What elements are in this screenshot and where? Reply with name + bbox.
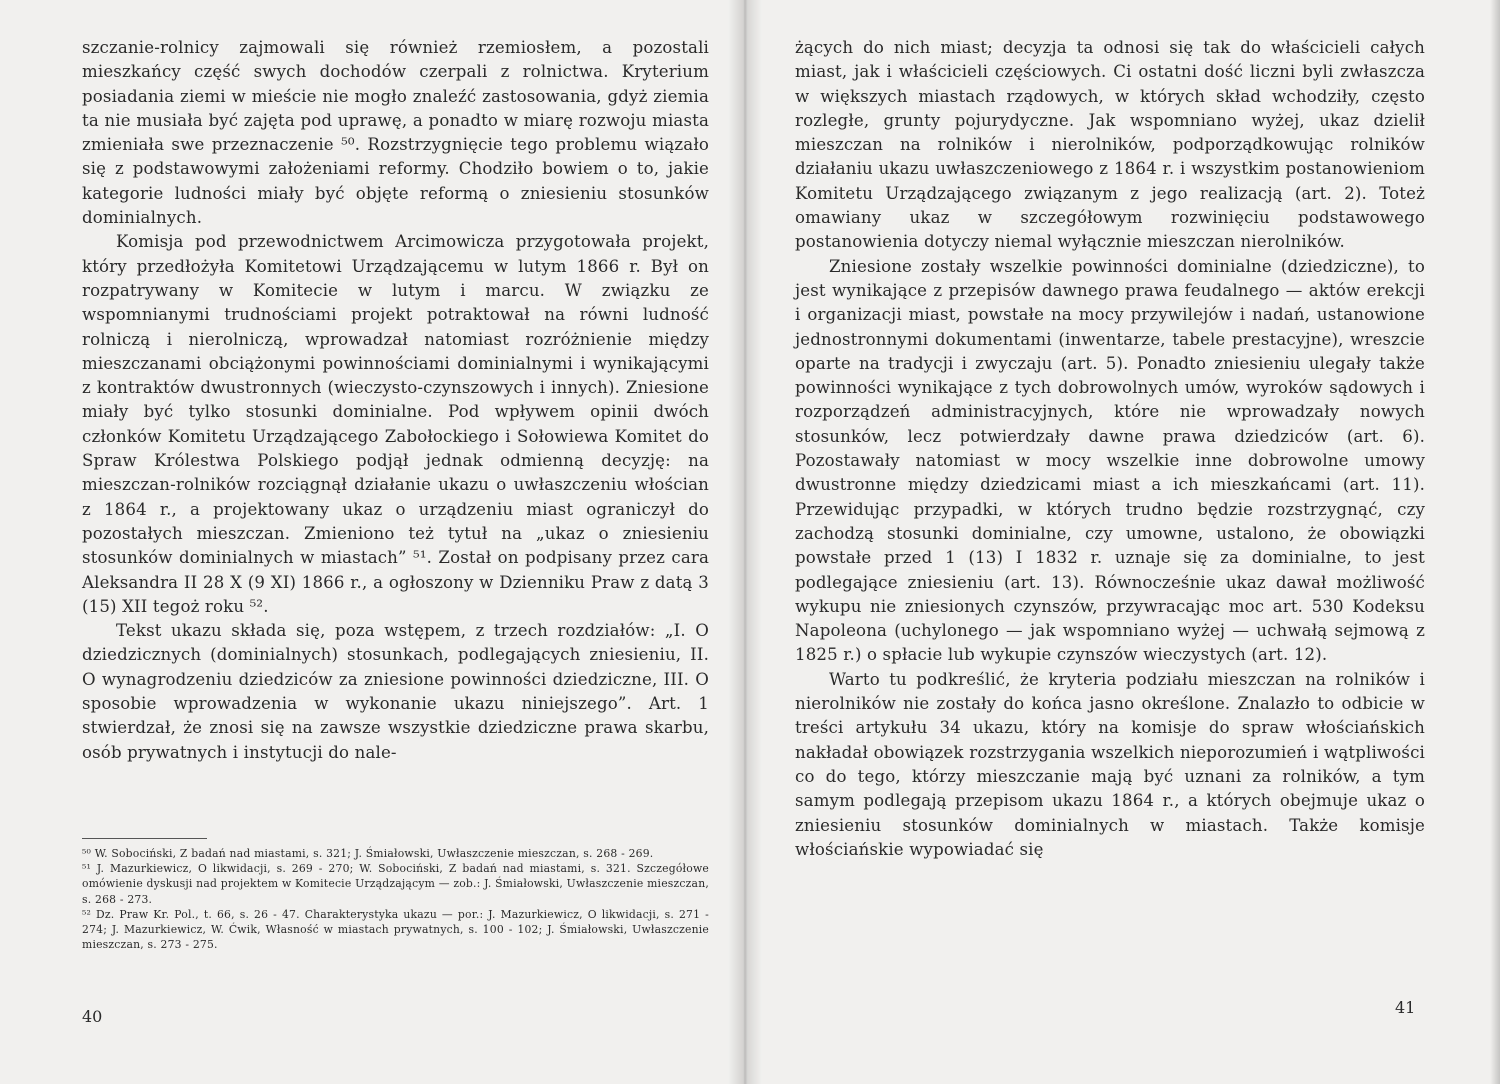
footnote-51: ⁵¹ J. Mazurkiewicz, O likwidacji, s. 269 - 270; W. Sobociński, Z badań nad miastami, s. 321. Szczegółowe omówienie dyskusji nad projektem w Komitecie Urządzającym — zob.: J. Śmiałowski, Uwłaszczenie mieszczan, s. 268 - 273. bbox=[82, 862, 709, 906]
footnote-separator bbox=[82, 838, 207, 839]
paragraph: Tekst ukazu składa się, poza wstępem, z trzech rozdziałów: „I. O dziedzicznych (dominialnych) stosunkach, podlegających zniesieniu, II. O wynagrodzeniu dziedziców za zniesione powinności dziedziczne, III. O sposobie wprowadzenia w wykonanie ukazu niniejszego”. Art. 1 stwierdzał, że znosi się na zawsze wszystkie dziedziczne prawa skarbu, osób prywatnych i instytucji do nale- bbox=[82, 621, 709, 762]
page-number: 40 bbox=[82, 1007, 103, 1026]
footnotes bbox=[82, 846, 709, 952]
paragraph: żących do nich miast; decyzja ta odnosi się tak do właścicieli całych miast, jak i właścicieli częściowych. Ci ostatni dość liczni byli zwłaszcza w większych miastach rządowych, w których skład wchodziły, często rozległe, grunty pojurydyczne. Jak wspomniano wyżej, ukaz dzielił mieszczan na rolników i nierolników, podporządkowując rolników działaniu ukazu uwłaszczeniowego z 1864 r. i wszystkim postanowieniom Komitetu Urządzającego związanym z jego realizacją (art. 2). Toteż omawiany ukaz w szczegółowym rozwinięciu podstawowego postanowienia dotyczy niemal wyłącznie mieszczan nierolników. bbox=[795, 38, 1425, 252]
footnote-50: ⁵⁰ W. Sobociński, Z badań nad miastami, s. 321; J. Śmiałowski, Uwłaszczenie mieszczan, s. 268 - 269. bbox=[82, 847, 654, 860]
book-gutter bbox=[728, 0, 762, 1084]
paragraph: szczanie-rolnicy zajmowali się również rzemiosłem, a pozostali mieszkańcy część swych dochodów czerpali z rolnictwa. Kryterium posiadania ziemi w mieście nie mogło znaleźć zastosowania, gdyż ziemia ta nie musiała być zajęta pod uprawę, a ponadto w miarę rozwoju miasta zmieniała swe przeznaczenie ⁵⁰. Rozstrzygnięcie tego problemu wiązało się z podstawowymi założeniami reformy. Chodziło bowiem o to, jakie kategorie ludności miały być objęte reformą o zniesieniu stosunków dominialnych. bbox=[82, 38, 709, 228]
right-page-body bbox=[795, 36, 1425, 862]
page-edge-shadow bbox=[1490, 0, 1500, 1084]
paragraph: Warto tu podkreślić, że kryteria podziału mieszczan na rolników i nierolników nie zostały do końca jasno określone. Znalazło to odbicie w treści artykułu 34 ukazu, który na komisje do spraw włościańskich nakładał obowiązek rozstrzygania wszelkich nieporozumień i wątpliwości co do tego, którzy mieszczanie mają być uznani za rolników, a tym samym podlegają przepisom ukazu 1864 r., a których obejmuje ukaz o zniesieniu stosunków dominialnych w miastach. Także komisje włościańskie wypowiadać się bbox=[795, 669, 1425, 859]
page-number: 41 bbox=[1395, 998, 1416, 1017]
right-page bbox=[745, 0, 1500, 1084]
left-page-body bbox=[82, 36, 709, 765]
paragraph: Komisja pod przewodnictwem Arcimowicza przygotowała projekt, który przedłożyła Komitetowi Urządzającemu w lutym 1866 r. Był on rozpatrywany w Komitecie w lutym i marcu. W związku ze wspomnianymi trudnościami projekt potraktował na równi ludność rolniczą i nierolniczą, wprowadzał natomiast rozróżnienie między mieszczanami obciążonymi powinnościami dominialnymi i wynikającymi z kontraktów dwustronnych (wieczysto-czynszowych i innych). Zniesione miały być tylko stosunki dominialne. Pod wpływem opinii dwóch członków Komitetu Urządzającego Zabołockiego i Sołowiewa Komitet do Spraw Królestwa Polskiego podjął jednak odmienną decyzję: na mieszczan-rolników rozciągnął działanie ukazu o uwłaszczeniu włościan z 1864 r., a projektowany ukaz o urządzeniu miast ograniczył do pozostałych mieszczan. Zmieniono też tytuł na „ukaz o zniesieniu stosunków dominialnych w miastach” ⁵¹. Został on podpisany przez cara Aleksandra II 28 X (9 XI) 1866 r., a ogłoszony w Dzienniku Praw z datą 3 (15) XII tegoż roku ⁵². bbox=[82, 232, 709, 616]
left-page bbox=[0, 0, 745, 1084]
footnote-52: ⁵² Dz. Praw Kr. Pol., t. 66, s. 26 - 47. Charakterystyka ukazu — por.: J. Mazurkiewicz, O likwidacji, s. 271 - 274; J. Mazurkiewicz, W. Ćwik, Własność w miastach prywatnych, s. 100 - 102; J. Śmiałowski, Uwłaszczenie mieszczan, s. 273 - 275. bbox=[82, 907, 709, 952]
paragraph: Zniesione zostały wszelkie powinności dominialne (dziedziczne), to jest wynikające z przepisów dawnego prawa feudalnego — aktów erekcji i organizacji miast, powstałe na mocy przywilejów i nadań, ustanowione jednostronnymi dokumentami (inwentarze, tabele prestacyjne), wreszcie oparte na tradycji i zwyczaju (art. 5). Ponadto zniesieniu ulegały także powinności wynikające z tych dobrowolnych umów, wyroków sądowych i rozporządzeń administracyjnych, które nie wprowadzały nowych stosunków, lecz potwierdzały dawne prawa dziedziców (art. 6). Pozostawały natomiast w mocy wszelkie inne dobrowolne umowy dwustronne między dziedzicami miast a ich mieszkańcami (art. 11). Przewidując przypadki, w których trudno będzie rozstrzygnąć, czy zachodzą stosunki dominialne, czy umowne, ustalono, że obowiązki powstałe przed 1 (13) I 1832 r. uznaje się za dominialne, to jest podlegające zniesieniu (art. 13). Równocześnie ukaz dawał możliwość wykupu nie zniesionych czynszów, przywracając moc art. 530 Kodeksu Napoleona (uchylonego — jak wspomniano wyżej — uchwałą sejmową z 1825 r.) o spłacie lub wykupie czynszów wieczystych (art. 12). bbox=[795, 256, 1425, 665]
